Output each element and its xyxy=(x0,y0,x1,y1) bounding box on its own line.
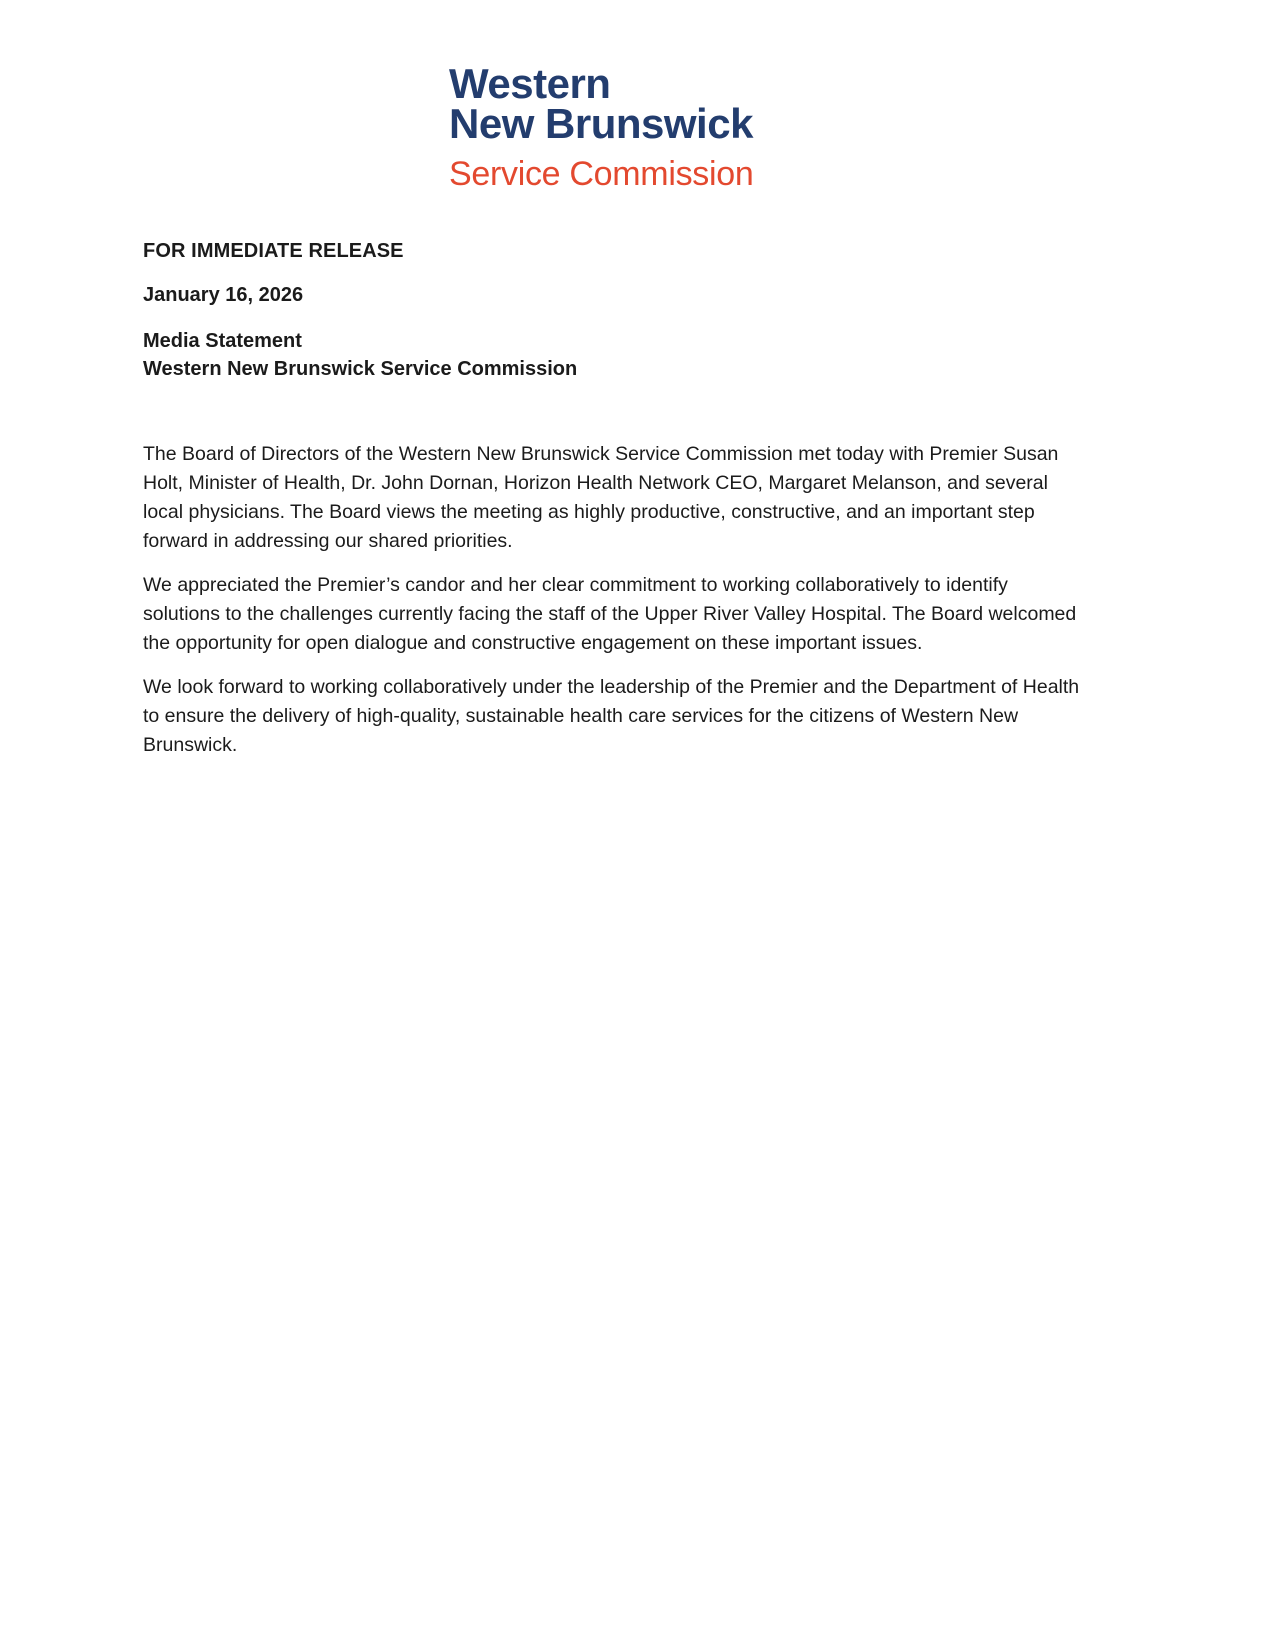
logo-line-service-commission: Service Commission xyxy=(449,155,754,193)
body-paragraph-2: We appreciated the Premier’s candor and her clear commitment to working collaboratively to identify solutions to the challenges currently facing the staff of the Upper River Valley Hospital. The Board welcomed the opportunity for open dialogue and constructive engagement on these important issues. xyxy=(143,574,1077,654)
document-content xyxy=(143,238,1085,775)
logo-line-new-brunswick: New Brunswick xyxy=(449,100,753,147)
statement-organization: Western New Brunswick Service Commission xyxy=(143,358,578,380)
date-line: January 16, 2026 xyxy=(143,284,304,306)
statement-type: Media Statement xyxy=(143,330,302,352)
logo-line-western: Western xyxy=(449,60,611,107)
body-paragraph-3: We look forward to working collaboratively under the leadership of the Premier and the Department of Health to ensure the delivery of high-quality, sustainable health care services for the citizens of Western New Brunswick. xyxy=(143,676,1080,756)
body-paragraph-1: The Board of Directors of the Western New Brunswick Service Commission met today with Premier Susan Holt, Minister of Health, Dr. John Dornan, Horizon Health Network CEO, Margaret Melanson, and several local physicians. The Board views the meeting as highly productive, constructive, and an important step forward in addressing our shared priorities. xyxy=(143,443,1059,552)
org-logo xyxy=(449,60,754,193)
release-label: FOR IMMEDIATE RELEASE xyxy=(143,240,404,262)
statement-heading xyxy=(143,327,1085,383)
